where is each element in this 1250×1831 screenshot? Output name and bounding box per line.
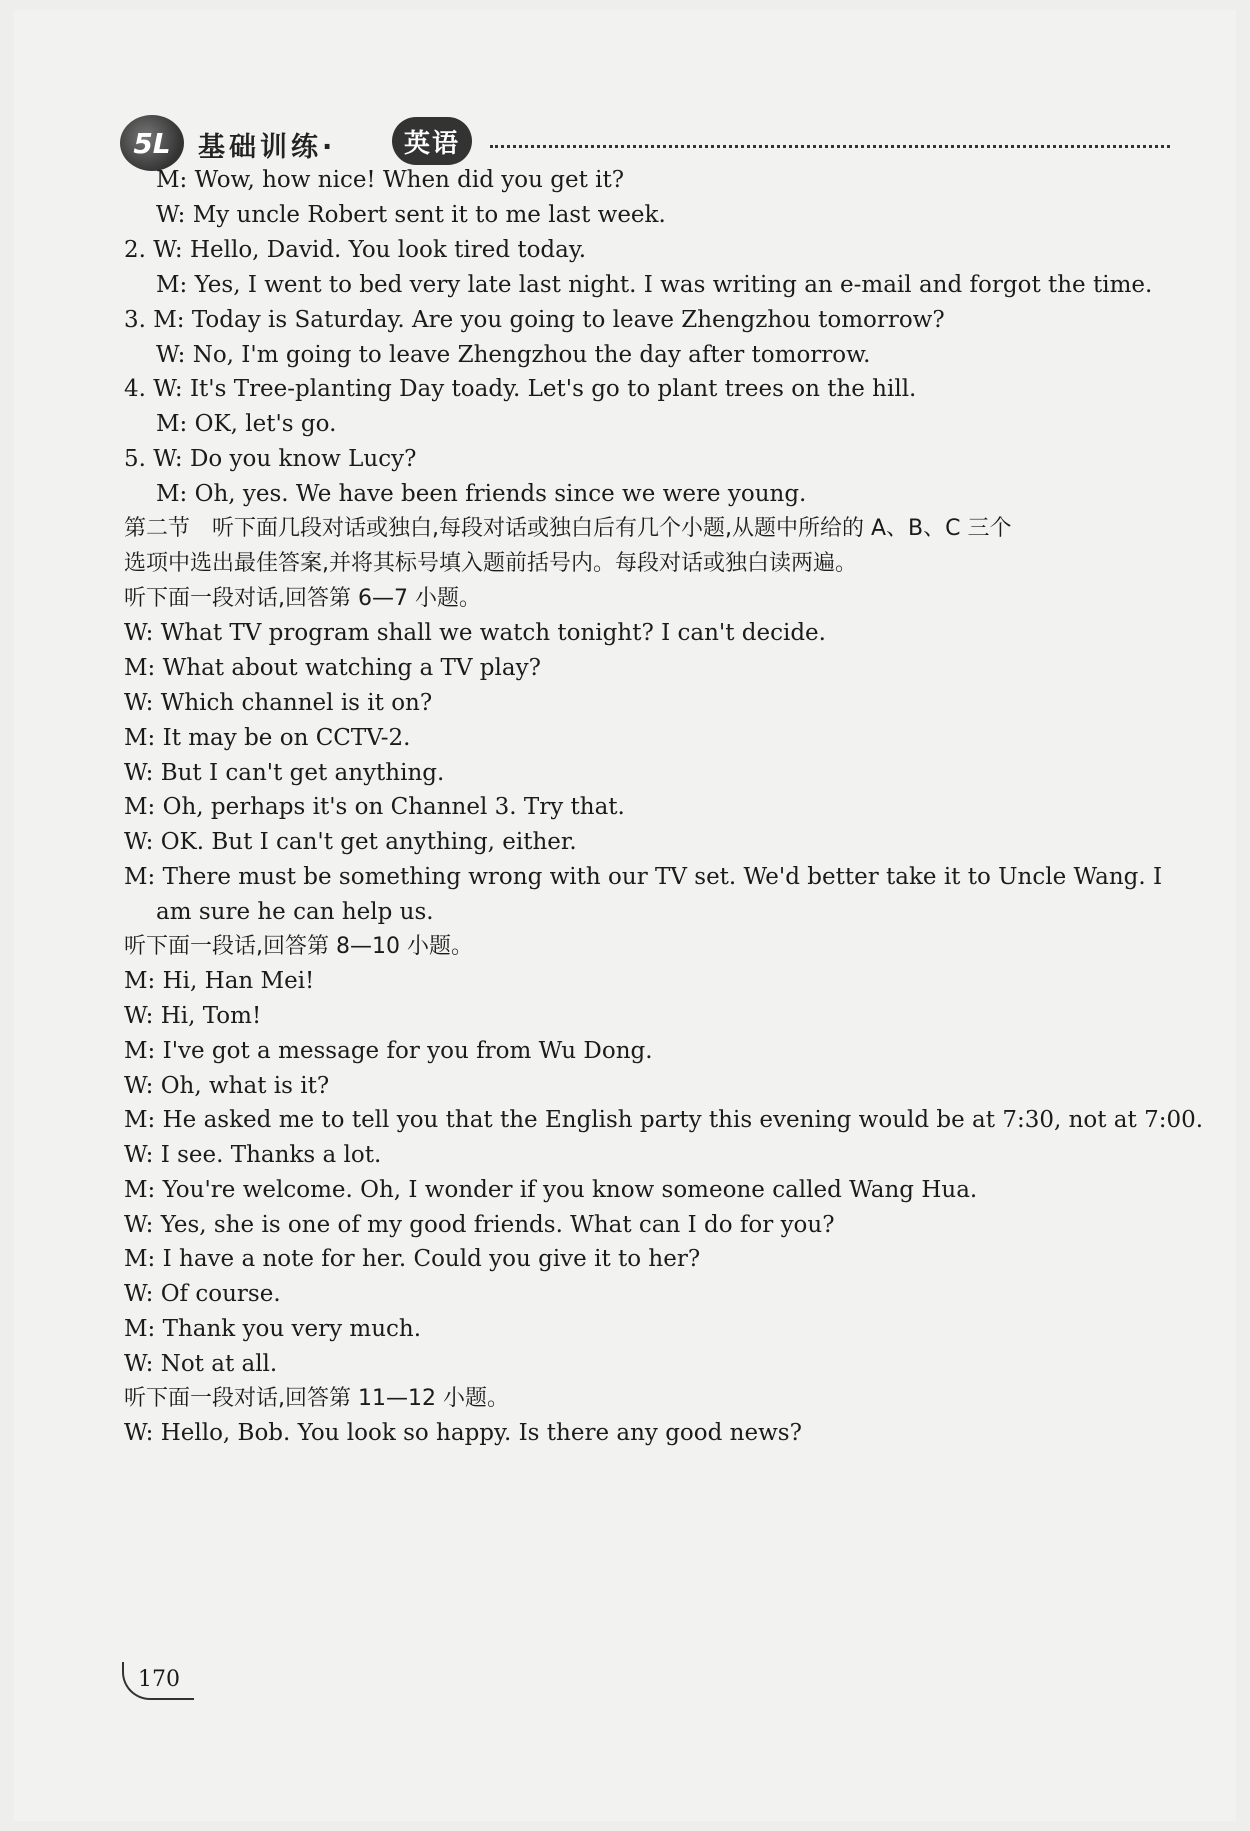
text-line: W: I see. Thanks a lot. bbox=[124, 1142, 382, 1168]
text-line: W: What TV program shall we watch tonight? I can't decide. bbox=[124, 620, 826, 646]
text-line: W: Which channel is it on? bbox=[124, 690, 433, 716]
text-line: M: Yes, I went to bed very late last night. I was writing an e-mail and forgot the time. bbox=[156, 272, 1153, 298]
text-line: M: There must be something wrong with our TV set. We'd better take it to Uncle Wang. I bbox=[124, 864, 1163, 890]
section-heading: 第二节 听下面几段对话或独白,每段对话或独白后有几个小题,从题中所给的 A、B、C 三个 bbox=[124, 516, 1012, 541]
text-line: W: Yes, she is one of my good friends. What can I do for you? bbox=[124, 1212, 835, 1238]
text-line: M: I have a note for her. Could you give it to her? bbox=[124, 1246, 701, 1272]
text-line: M: You're welcome. Oh, I wonder if you know someone called Wang Hua. bbox=[124, 1177, 978, 1203]
text-line: 4. W: It's Tree-planting Day toady. Let's go to plant trees on the hill. bbox=[124, 376, 917, 402]
text-line: M: What about watching a TV play? bbox=[124, 655, 541, 681]
text-line: M: He asked me to tell you that the English party this evening would be at 7:30, not at 7:00. bbox=[124, 1107, 1204, 1133]
page-number: 170 bbox=[122, 1662, 194, 1700]
text-line: M: OK, let's go. bbox=[156, 411, 337, 437]
text-line: M: Oh, perhaps it's on Channel 3. Try that. bbox=[124, 794, 625, 820]
text-line: W: Of course. bbox=[124, 1281, 281, 1307]
text-line: W: Oh, what is it? bbox=[124, 1073, 330, 1099]
header-dotted-rule bbox=[490, 145, 1170, 148]
listening-prompt: 听下面一段话,回答第 8—10 小题。 bbox=[124, 934, 473, 959]
text-line: W: Not at all. bbox=[124, 1351, 278, 1377]
text-line: M: Oh, yes. We have been friends since we were young. bbox=[156, 481, 807, 507]
text-line: M: It may be on CCTV-2. bbox=[124, 725, 411, 751]
text-line: am sure he can help us. bbox=[156, 899, 434, 925]
text-line: W: But I can't get anything. bbox=[124, 760, 445, 786]
text-line: W: My uncle Robert sent it to me last week. bbox=[156, 202, 666, 228]
text-line: W: OK. But I can't get anything, either. bbox=[124, 829, 577, 855]
text-line: 2. W: Hello, David. You look tired today. bbox=[124, 237, 587, 263]
section-instruction: 选项中选出最佳答案,并将其标号填入题前括号内。每段对话或独白读两遍。 bbox=[124, 551, 857, 576]
text-line: W: Hi, Tom! bbox=[124, 1003, 262, 1029]
text-line: 5. W: Do you know Lucy? bbox=[124, 446, 417, 472]
header-subject: 英语 bbox=[392, 117, 472, 165]
text-line: 3. M: Today is Saturday. Are you going to leave Zhengzhou tomorrow? bbox=[124, 307, 945, 333]
text-line: W: No, I'm going to leave Zhengzhou the day after tomorrow. bbox=[156, 342, 871, 368]
text-line: M: Hi, Han Mei! bbox=[124, 968, 315, 994]
text-line: M: Thank you very much. bbox=[124, 1316, 422, 1342]
listening-prompt: 听下面一段对话,回答第 11—12 小题。 bbox=[124, 1386, 509, 1411]
listening-prompt: 听下面一段对话,回答第 6—7 小题。 bbox=[124, 586, 481, 611]
brand-logo: 5L bbox=[120, 115, 184, 171]
text-line: W: Hello, Bob. You look so happy. Is there any good news? bbox=[124, 1420, 802, 1446]
text-line: M: Wow, how nice! When did you get it? bbox=[156, 167, 625, 193]
header-title: 基础训练· bbox=[198, 132, 337, 163]
text-line: M: I've got a message for you from Wu Dong. bbox=[124, 1038, 653, 1064]
